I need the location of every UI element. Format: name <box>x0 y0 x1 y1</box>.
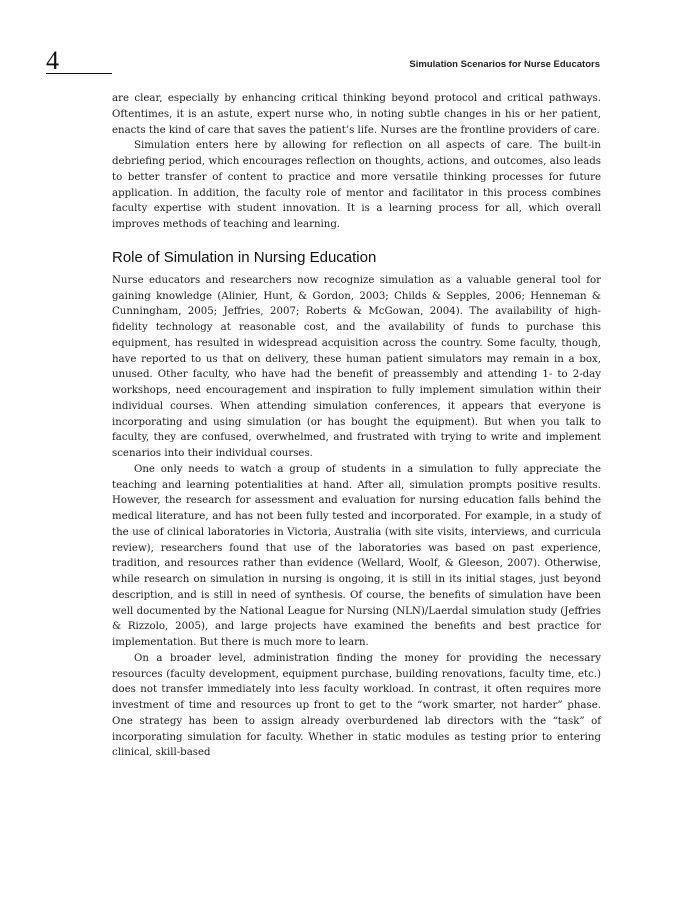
body-text <box>112 91 601 761</box>
paragraph-4: One only needs to watch a group of students in a simulation to fully appreciate the teaching and learning potentialities at hand. After all, simulation prompts positive results. However, the research for assessment and evaluation for nursing education falls behind the medical literature, and has not been fully tested and incorporated. For example, in a study of the use of clinical laboratories in Victoria, Australia (with site visits, interviews, and curricula review), researchers found that use of the laboratories was based on past experience, tradition, and resources rather than evidence (Wellard, Woolf, & Gleeson, 2007). Otherwise, while research on simulation in nursing is ongoing, it is still in its initial stages, just beyond description, and is still in need of synthesis. Of course, the benefits of simulation have been well documented by the National League for Nursing (NLN)/Laerdal simulation study (Jeffries & Rizzolo, 2005), and large projects have examined the benefits and best practice for implementation. But there is much more to learn. <box>112 463 601 648</box>
page-number: 4 <box>46 46 59 75</box>
paragraph-3: Nurse educators and researchers now recognize simulation as a valuable general tool for gaining knowledge (Alinier, Hunt, & Gordon, 2003; Childs & Sepples, 2006; Henneman & Cunningham, 2005; Jeffries, 2007; Roberts & McGowan, 2004). The availability of high-fidelity technology at reasonable cost, and the availability of funds to purchase this equipment, has resulted in widespread acquisition across the country. Some faculty, though, have reported to us that on delivery, these human patient simulators may remain in a box, unused. Other faculty, who have had the benefit of preassembly and attending 1- to 2-day workshops, need encouragement and inspiration to fully implement simulation within their individual courses. When attending simulation conferences, it appears that everyone is incorporating and using simulation (or has bought the equipment). But when you talk to faculty, they are confused, overwhelmed, and frustrated with trying to write and implement scenarios into their individual courses. <box>112 274 601 459</box>
running-header: Simulation Scenarios for Nurse Educators <box>409 59 600 70</box>
section-heading: Role of Simulation in Nursing Education <box>112 248 377 266</box>
paragraph-1: are clear, especially by enhancing critical thinking beyond protocol and critical pathways. Oftentimes, it is an astute, expert nurse who, in noting subtle changes in his or her patient, enacts the kind of care that saves the patient’s life. Nurses are the frontline providers of care. <box>112 93 601 136</box>
paragraph-5: On a broader level, administration finding the money for providing the necessary resources (faculty development, equipment purchase, building renovations, faculty time, etc.) does not transfer immediately into less faculty workload. In contrast, it often requires more investment of time and resources up front to get to the “work smarter, not harder” phase. One strategy has been to assign already overburdened lab directors with the “task” of incorporating simulation for faculty. Whether in static modules as testing prior to entering clinical, skill-based <box>112 652 601 759</box>
header-rule <box>46 73 112 74</box>
paragraph-2: Simulation enters here by allowing for reflection on all aspects of care. The built-in debriefing period, which encourages reflection on thoughts, actions, and outcomes, also leads to better transfer of content to practice and more versatile thinking processes for future application. In addition, the faculty role of mentor and facilitator in this process combines faculty expertise with student innovation. It is a learning process for all, which overall improves methods of teaching and learning. <box>112 140 601 230</box>
